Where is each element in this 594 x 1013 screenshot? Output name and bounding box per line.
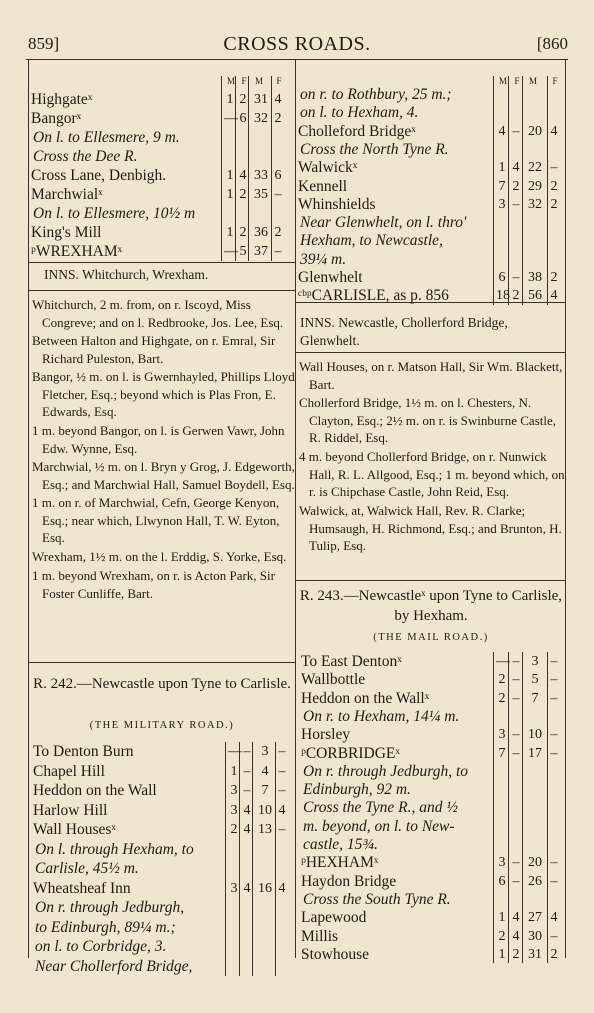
distance-cell: 3: [230, 880, 238, 896]
place-name: Chapel Hill: [33, 762, 105, 780]
table-row: [301, 908, 561, 928]
table-row: [33, 859, 293, 879]
distance-cell: 36: [254, 225, 268, 240]
route-note: On r. through Jedburgh, to: [303, 762, 469, 780]
distance-cell: —: [224, 111, 238, 126]
left-top-rule: [28, 262, 295, 263]
route-note: On l. to Ellesmere, 9 m.: [33, 129, 180, 146]
distance-cell: 6: [239, 111, 247, 126]
distance-cell: –: [512, 690, 520, 706]
left-margin-rule: [28, 60, 29, 958]
table-row: [31, 242, 291, 262]
distance-cell: 13: [258, 822, 272, 837]
distance-cell: 2: [512, 178, 520, 194]
table-row: [31, 147, 291, 167]
table-row: [301, 670, 561, 690]
column-head: F: [552, 76, 558, 86]
table-row: [298, 195, 558, 215]
distance-cell: 2: [239, 92, 247, 107]
column-head: M: [254, 76, 263, 86]
distance-cell: 6: [498, 270, 506, 285]
column-head: M: [498, 76, 507, 86]
distance-cell: –: [550, 672, 558, 688]
table-row: [33, 820, 293, 840]
note-paragraph: Wrexham, 1½ m. on the l. Erddig, S. Yorke, Esq.: [32, 549, 287, 564]
distance-cell: 2: [498, 672, 506, 688]
place-name: King's Mill: [31, 224, 102, 241]
distance-cell: 7: [498, 178, 506, 194]
table-row: [298, 103, 558, 123]
distance-cell: 5: [239, 244, 247, 259]
distance-cell: –: [550, 873, 558, 889]
table-row: [301, 835, 561, 855]
distance-cell: 1: [226, 187, 234, 202]
place-name: Heddon on the Wall: [33, 782, 157, 799]
note-paragraph: 4 m. beyond Chollerford Bridge, on r. Nunwick Hall, R. L. Allgood, Esq.; 1 m. beyond which, on r. is Chipchase Castle, John Reid, Esq.: [299, 449, 565, 499]
right-inns-rule: [295, 352, 565, 353]
distance-cell: 30: [528, 928, 542, 944]
route243-rule: [295, 580, 565, 581]
distance-cell: 2: [239, 187, 247, 202]
distance-cell: 4: [550, 910, 558, 926]
note-paragraph: Bangor, ½ m. on l. is Gwernhayled, Phillips Lloyd Fletcher, Esq.; beyond which is Plas Fron, E. Edwards, Esq.: [32, 369, 295, 419]
distance-cell: 3: [261, 744, 269, 759]
route-note: Cross the Tyne R., and ½: [303, 799, 458, 817]
distance-cell: —: [228, 744, 242, 759]
distance-cell: 4: [243, 802, 251, 818]
distance-cell: –: [550, 654, 558, 669]
distance-cell: 2: [498, 690, 506, 706]
distance-cell: 38: [528, 270, 542, 285]
table-row: [298, 158, 558, 178]
place-name: Marchwialˣ: [31, 186, 103, 203]
place-name: Horsley: [301, 726, 351, 744]
distance-cell: 1: [226, 168, 234, 183]
table-row: [33, 840, 293, 860]
distance-cell: 3: [498, 855, 506, 871]
distance-cell: –: [550, 690, 558, 706]
route-note: Cross the North Tyne R.: [300, 140, 449, 158]
column-head: F: [276, 76, 282, 86]
table-row: [298, 122, 558, 142]
distance-cell: 2: [550, 946, 558, 962]
distance-cell: 4: [550, 123, 558, 139]
table-row: [31, 204, 291, 224]
distance-cell: 7: [531, 690, 539, 706]
distance-cell: –: [243, 783, 251, 798]
distance-cell: 20: [528, 855, 542, 871]
place-name: Stowhouse: [301, 945, 370, 963]
distance-cell: 10: [528, 727, 542, 743]
left-inns: INNS. Whitchurch, Wrexham.: [44, 267, 209, 282]
distance-cell: 1: [226, 92, 234, 107]
table-row: [298, 250, 558, 270]
distance-cell: 2: [230, 822, 238, 837]
place-name: Highgateˣ: [31, 91, 93, 108]
table-row: [301, 689, 561, 709]
distance-cell: 22: [528, 160, 542, 176]
note-paragraph: Between Halton and Highgate, on r. Emral, Sir Richard Puleston, Bart.: [32, 333, 276, 366]
distance-cell: –: [550, 745, 558, 761]
table-row: [298, 231, 558, 251]
column-head: F: [514, 76, 520, 86]
note-paragraph: Wall Houses, on r. Matson Hall, Sir Wm. Blackett, Bart.: [299, 359, 563, 392]
distance-cell: —: [496, 654, 510, 669]
note-paragraph: Marchwial, ½ m. on l. Bryn y Grog, J. Edgeworth, Esq.; and Marchwial Hall, Samuel Boydell, Esq.: [32, 459, 295, 492]
column-head: M: [226, 76, 235, 86]
table-row: [301, 927, 561, 947]
note-paragraph: 1 m. beyond Wrexham, on r. is Acton Park, Sir Foster Cunliffe, Bart.: [32, 568, 275, 601]
distance-cell: 7: [498, 745, 506, 761]
place-name: ᶜᵇᵖCARLISLE, as p. 856: [298, 287, 449, 305]
distance-cell: 16: [258, 880, 272, 896]
route-note: On r. through Jedburgh,: [35, 899, 185, 916]
distance-cell: –: [512, 745, 520, 761]
distance-cell: 33: [254, 168, 268, 183]
place-name: ᵖHEXHAMˣ: [301, 854, 379, 872]
route-note: castle, 15¾.: [303, 836, 378, 853]
distance-cell: 4: [550, 288, 558, 304]
distance-cell: 17: [528, 745, 542, 761]
distance-cell: –: [512, 196, 520, 212]
distance-cell: 5: [531, 672, 539, 688]
distance-cell: 2: [498, 928, 506, 944]
distance-cell: 3: [531, 654, 539, 669]
distance-cell: 32: [528, 196, 542, 212]
route-note: Cross the Dee R.: [33, 148, 138, 165]
table-row: [33, 937, 293, 957]
place-name: Wallbottle: [301, 671, 366, 689]
distance-cell: 4: [261, 763, 269, 779]
distance-cell: 31: [254, 92, 268, 107]
distance-cell: 4: [512, 928, 520, 944]
distance-cell: –: [512, 123, 520, 139]
table-row: [298, 213, 558, 233]
place-name: To Denton Burn: [33, 743, 134, 760]
page-title: CROSS ROADS.: [223, 33, 371, 55]
note-paragraph: 1 m. on r. of Marchwial, Cefn, George Kenyon, Esq.; near which, Llwynon Hall, T. W. Eyton, Esq.: [32, 495, 280, 545]
distance-cell: 1: [498, 946, 506, 962]
place-name: ᵖWREXHAMˣ: [31, 243, 123, 260]
distance-cell: 2: [550, 196, 558, 212]
table-row: [301, 945, 561, 965]
table-row: [301, 652, 561, 672]
note-paragraph: Walwick, at, Walwick Hall, Rev. R. Clarke; Humsaugh, H. Richmond, Esq.; and Brunton, H. Tulip, Esq.: [299, 503, 562, 553]
distance-cell: —: [224, 244, 238, 259]
table-row: [301, 872, 561, 892]
distance-cell: –: [512, 873, 520, 889]
distance-cell: –: [512, 270, 520, 285]
distance-cell: 4: [243, 880, 251, 896]
route243-title: R. 243.—Newcastleˣ upon Tyne to Carlisle, by Hexham.: [299, 588, 563, 624]
route-note: On l. through Hexham, to: [35, 840, 194, 858]
distance-cell: –: [274, 244, 282, 259]
distance-cell: 3: [498, 196, 506, 212]
distance-cell: 2: [550, 270, 558, 285]
right-inns: INNS. Newcastle, Chollerford Bridge, Glenwhelt.: [300, 315, 508, 348]
place-name: To East Dentonˣ: [301, 653, 402, 670]
distance-cell: 10: [258, 802, 272, 818]
distance-cell: 4: [512, 160, 520, 176]
table-row: [298, 85, 558, 105]
table-row: [33, 762, 293, 782]
distance-cell: 27: [528, 910, 542, 926]
table-row: [33, 801, 293, 821]
distance-cell: –: [550, 855, 558, 871]
table-row: [31, 185, 291, 205]
page-number-left: 859]: [28, 34, 60, 53]
distance-cell: 3: [230, 802, 238, 818]
note-paragraph: Chollerford Bridge, 1½ m. on l. Chesters, N. Clayton, Esq.; 2½ m. on r. is Swinburne Castle, R. Riddel, Esq.: [299, 395, 556, 445]
route242-rule: [28, 662, 295, 663]
place-name: Wheatsheaf Inn: [33, 879, 131, 897]
table-row: [298, 286, 558, 306]
distance-cell: 37: [254, 244, 268, 259]
distance-cell: –: [278, 744, 286, 759]
place-name: Glenwhelt: [298, 269, 363, 286]
place-name: Heddon on the Wallˣ: [301, 689, 430, 707]
place-name: Kennell: [298, 177, 348, 195]
route-note: Hexham, to Newcastle,: [300, 232, 443, 250]
table-row: [31, 109, 291, 129]
table-row: [301, 762, 561, 782]
page-number-right: [860: [536, 34, 568, 53]
place-name: Whinshields: [298, 195, 376, 213]
distance-cell: 32: [254, 111, 268, 126]
route-note: to Edinburgh, 89¼ m.;: [35, 918, 176, 936]
distance-cell: –: [512, 672, 520, 688]
distance-cell: –: [274, 187, 282, 202]
table-row: [33, 742, 293, 762]
route-note: Edinburgh, 92 m.: [303, 781, 411, 799]
place-name: Haydon Bridge: [301, 872, 397, 890]
distance-cell: 35: [254, 187, 268, 202]
table-row: [33, 781, 293, 801]
route-note: m. beyond, on l. to New-: [303, 817, 455, 835]
distance-cell: 2: [512, 288, 520, 304]
distance-cell: 2: [274, 225, 282, 240]
table-row: [33, 898, 293, 918]
distance-cell: 4: [498, 123, 506, 139]
route-note: Near Chollerford Bridge,: [35, 957, 193, 975]
table-row: [301, 780, 561, 800]
route-note: On r. to Hexham, 14¼ m.: [303, 707, 460, 725]
distance-cell: –: [550, 727, 558, 743]
route-note: on r. to Rothbury, 25 m.;: [300, 86, 452, 103]
distance-cell: –: [512, 654, 520, 669]
distance-cell: 2: [550, 178, 558, 194]
route242-title: R. 242.—Newcastle upon Tyne to Carlisle.: [33, 676, 291, 692]
distance-cell: 4: [512, 910, 520, 926]
distance-cell: 4: [274, 92, 282, 107]
distance-cell: 4: [278, 802, 286, 818]
distance-cell: 4: [278, 880, 286, 896]
place-name: ᵖCORBRIDGEˣ: [301, 744, 400, 762]
place-name: Harlow Hill: [33, 801, 108, 819]
distance-cell: 2: [239, 225, 247, 240]
distance-cell: 2: [512, 946, 520, 962]
distance-cell: 7: [261, 783, 269, 798]
note-paragraph: 1 m. beyond Bangor, on l. is Gerwen Vawr, John Edw. Wynne, Esq.: [32, 423, 285, 456]
place-name: Lapewood: [301, 909, 367, 927]
distance-cell: 18: [496, 288, 510, 304]
table-row: [301, 707, 561, 727]
distance-cell: 2: [274, 111, 282, 126]
table-row: [301, 853, 561, 873]
table-row: [33, 957, 293, 977]
place-name: Wall Housesˣ: [33, 821, 116, 838]
distance-cell: 1: [226, 225, 234, 240]
distance-cell: 6: [498, 873, 506, 889]
place-name: Millis: [301, 927, 339, 945]
distance-cell: 1: [498, 910, 506, 926]
table-row: [298, 177, 558, 197]
table-row: [31, 223, 291, 243]
column-head: M: [528, 76, 537, 86]
route-note: Carlisle, 45½ m.: [35, 860, 139, 877]
distance-cell: –: [278, 763, 286, 779]
distance-cell: 3: [230, 783, 238, 798]
distance-cell: –: [550, 160, 558, 176]
note-paragraph: Whitchurch, 2 m. from, on r. Iscoyd, Miss Congreve; and on l. Redbrooke, Jos. Lee, Esq.: [32, 297, 284, 330]
route-note: on l. to Corbridge, 3.: [35, 938, 167, 955]
place-name: Cholleford Bridgeˣ: [298, 122, 416, 140]
left-inns-rule: [28, 290, 295, 291]
distance-cell: 20: [528, 123, 542, 139]
route-note: 39¼ m.: [300, 250, 347, 268]
distance-cell: 56: [528, 288, 542, 304]
distance-cell: 4: [243, 822, 251, 837]
route-note: On l. to Ellesmere, 10½ m: [33, 205, 196, 222]
distance-cell: –: [278, 783, 286, 798]
table-row: [301, 798, 561, 818]
place-name: Cross Lane, Denbigh.: [31, 167, 167, 184]
table-row: [301, 744, 561, 764]
distance-cell: –: [550, 928, 558, 944]
distance-cell: 4: [239, 168, 247, 183]
header-rule: [26, 59, 568, 60]
distance-cell: –: [512, 855, 520, 871]
distance-cell: 6: [274, 168, 282, 183]
distance-cell: –: [512, 727, 520, 743]
distance-cell: 26: [528, 873, 542, 889]
distance-cell: 29: [528, 178, 542, 194]
table-row: [31, 128, 291, 148]
distance-cell: 31: [528, 946, 542, 962]
distance-cell: 1: [230, 763, 238, 779]
table-row: [301, 725, 561, 745]
route-note: Near Glenwhelt, on l. thro': [300, 214, 467, 232]
route-note: Cross the South Tyne R.: [303, 890, 451, 908]
table-row: [298, 140, 558, 160]
place-name: Walwickˣ: [298, 159, 358, 177]
table-row: [301, 817, 561, 837]
column-head: F: [241, 76, 247, 86]
route-note: on l. to Hexham, 4.: [300, 104, 419, 122]
route242-sub: (THE MILITARY ROAD.): [89, 720, 235, 731]
distance-cell: –: [278, 822, 286, 837]
distance-cell: 1: [498, 160, 506, 176]
table-row: [33, 918, 293, 938]
table-row: [301, 890, 561, 910]
distance-cell: 3: [498, 727, 506, 743]
place-name: Bangorˣ: [31, 110, 82, 127]
route243-sub: (THE MAIL ROAD.): [373, 632, 489, 643]
table-row: [31, 166, 291, 186]
table-row: [31, 90, 291, 110]
distance-cell: –: [243, 744, 251, 759]
table-row: [33, 879, 293, 899]
distance-cell: –: [243, 763, 251, 779]
table-row: [298, 268, 558, 288]
